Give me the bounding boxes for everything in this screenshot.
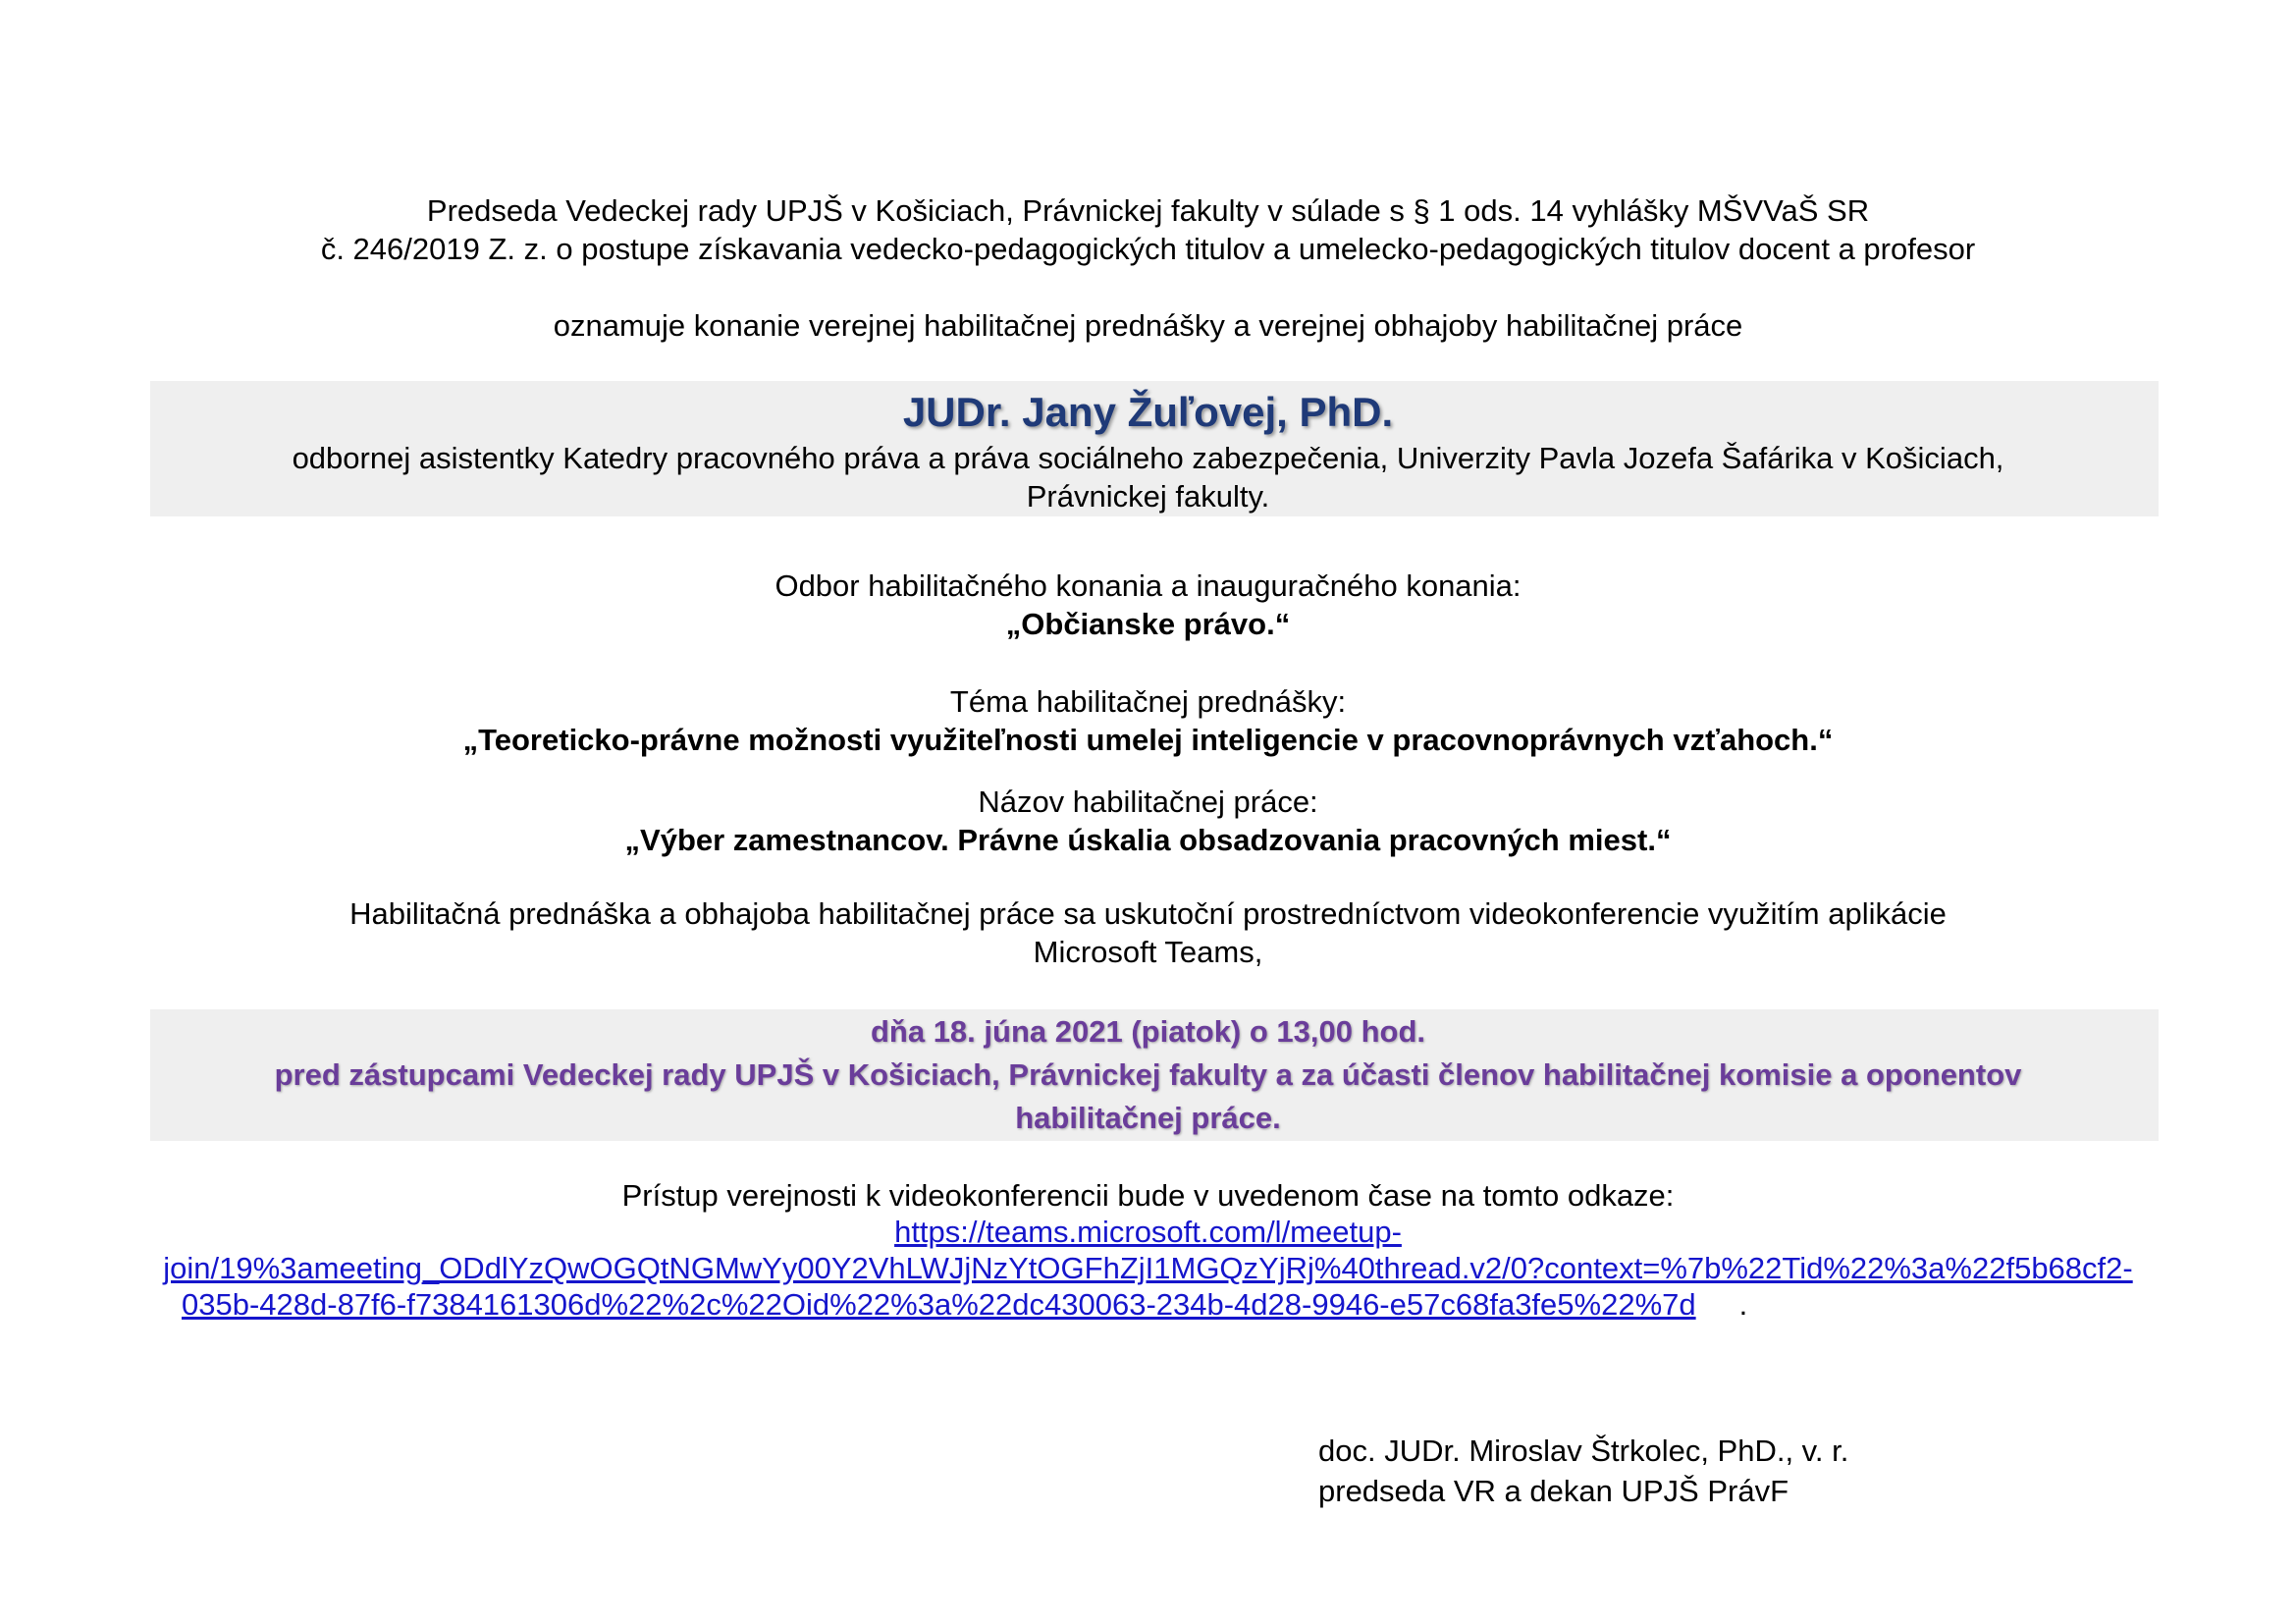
meeting-link-part-3[interactable]: 035b-428d-87f6-f7384161306d%22%2c%22Oid%22%3a%22dc430063-234b-4d28-9946-e57c68fa3fe5%22%7d	[182, 1287, 1696, 1322]
schedule-date: dňa 18. júna 2021 (piatok) o 13,00 hod.	[870, 1014, 1426, 1049]
format-line-2: Microsoft Teams,	[1033, 935, 1263, 969]
meeting-link-line-2[interactable]	[0, 1250, 2296, 1287]
thesis-label: Názov habilitačnej práce:	[978, 785, 1318, 819]
intro-line-2: č. 246/2019 Z. z. o postupe získavania vedecko-pedagogických titulov a umelecko-pedagogických titulov docent a profesor	[320, 232, 1976, 266]
signature-name: doc. JUDr. Miroslav Štrkolec, PhD., v. r.	[1318, 1434, 1849, 1468]
field-value: „Občianske právo.“	[1005, 607, 1291, 641]
candidate-position-line-2: Právnickej fakulty.	[1026, 479, 1270, 514]
thesis-title: „Výber zamestnancov. Právne úskalia obsadzovania pracovných miest.“	[624, 823, 1672, 857]
format-line-1: Habilitačná prednáška a obhajoba habilitačnej práce sa uskutoční prostredníctvom videokonferencie využitím aplikácie	[349, 896, 1947, 931]
intro-line-1: Predseda Vedeckej rady UPJŠ v Košiciach, Právnickej fakulty v súlade s § 1 ods. 14 vyhlášky MŠVVaŠ SR	[426, 193, 1870, 228]
signature-title: predseda VR a dekan UPJŠ PrávF	[1318, 1474, 1789, 1508]
schedule-audience-line-1: pred zástupcami Vedeckej rady UPJŠ v Košiciach, Právnickej fakulty a za účasti členov habilitačnej komisie a oponentov	[274, 1057, 2022, 1092]
meeting-link-line-1[interactable]	[0, 1214, 2296, 1251]
schedule-audience-line-2: habilitačnej práce.	[1015, 1101, 1281, 1135]
access-label: Prístup verejnosti k videokonferencii bude v uvedenom čase na tomto odkaze:	[621, 1178, 1675, 1213]
meeting-link-part-1[interactable]: https://teams.microsoft.com/l/meetup-	[894, 1215, 1402, 1249]
lecture-label: Téma habilitačnej prednášky:	[949, 684, 1347, 719]
field-label: Odbor habilitačného konania a inauguračného konania:	[774, 568, 1522, 603]
candidate-name: JUDr. Jany Žuľovej, PhD.	[902, 389, 1394, 435]
announcement-text: oznamuje konanie verejnej habilitačnej prednášky a verejnej obhajoby habilitačnej práce	[553, 308, 1743, 343]
link-trailing-period: .	[1738, 1287, 1748, 1322]
candidate-position-line-1: odbornej asistentky Katedry pracovného práva a práva sociálneho zabezpečenia, Univerzity Pavla Jozefa Šafárika v Košiciach,	[292, 441, 2004, 475]
meeting-link-line-3[interactable]	[182, 1286, 1747, 1324]
meeting-link-part-2[interactable]: join/19%3ameeting_ODdlYzQwOGQtNGMwYy00Y2VhLWJjNzYtOGFhZjI1MGQzYjRj%40thread.v2/0?context=%7b%22Tid%22%3a%22f5b68cf2-	[163, 1251, 2133, 1285]
lecture-title: „Teoreticko-právne možnosti využiteľnosti umelej inteligencie v pracovnoprávnych vzťahoch.“	[462, 723, 1834, 757]
